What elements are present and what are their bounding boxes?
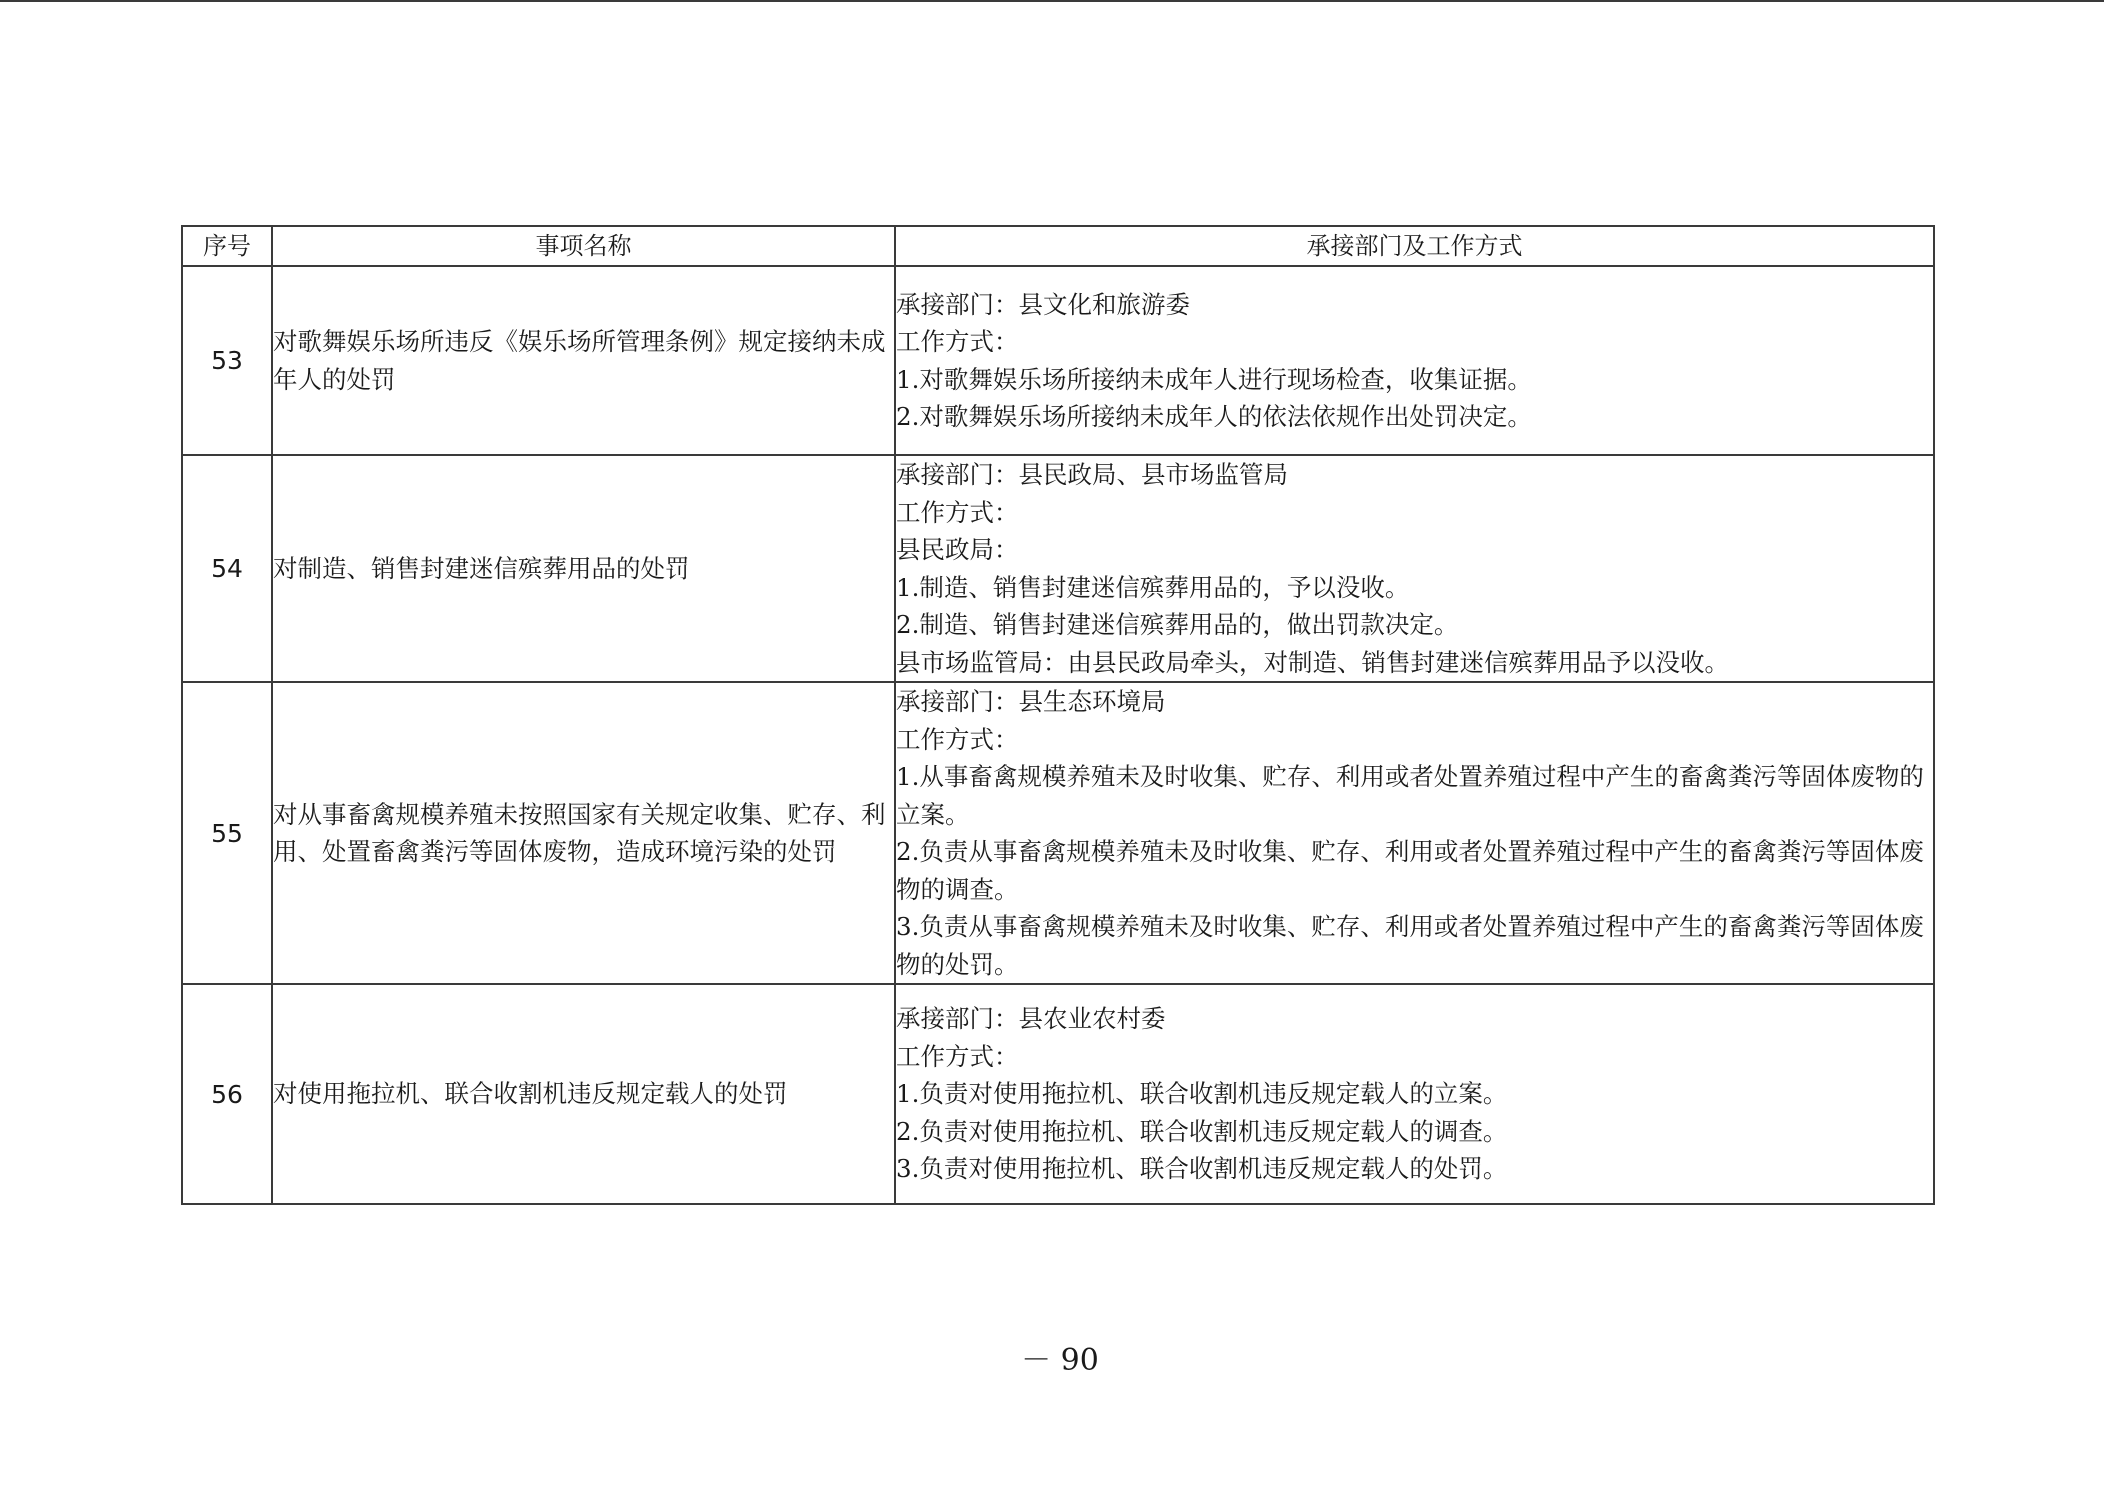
row-number: 56 <box>182 984 272 1204</box>
header-name: 事项名称 <box>272 226 895 266</box>
method-line: 承接部门：县农业农村委 <box>896 1004 1166 1034</box>
method-line: 2.负责从事畜禽规模养殖未及时收集、贮存、利用或者处置养殖过程中产生的畜禽粪污等固体废物的调查。 <box>896 837 1924 904</box>
method-line: 工作方式： <box>896 497 1019 527</box>
method-line: 承接部门：县文化和旅游委 <box>896 289 1190 319</box>
method-line: 2.对歌舞娱乐场所接纳未成年人的依法依规作出处罚决定。 <box>896 402 1532 431</box>
table-row <box>182 266 1934 455</box>
method-line: 1.对歌舞娱乐场所接纳未成年人进行现场检查，收集证据。 <box>896 364 1532 394</box>
department-and-method <box>895 984 1934 1204</box>
row-number: 54 <box>182 455 272 682</box>
matter-name: 对使用拖拉机、联合收割机违反规定载人的处罚 <box>272 984 895 1204</box>
header-method: 承接部门及工作方式 <box>895 226 1934 266</box>
method-line: 工作方式： <box>896 724 1019 754</box>
matters-table <box>181 225 1935 1205</box>
department-and-method <box>895 455 1934 682</box>
table-header-row <box>182 226 1934 266</box>
method-line: 1.制造、销售封建迷信殡葬用品的，予以没收。 <box>896 572 1410 602</box>
method-line: 县民政局： <box>896 535 1019 564</box>
table-row <box>182 682 1934 984</box>
table-row <box>182 455 1934 682</box>
method-line: 县市场监管局：由县民政局牵头，对制造、销售封建迷信殡葬用品予以没收。 <box>896 647 1729 677</box>
top-border-line <box>0 0 2104 2</box>
method-line: 2.制造、销售封建迷信殡葬用品的，做出罚款决定。 <box>896 610 1459 639</box>
department-and-method <box>895 266 1934 455</box>
method-line: 工作方式： <box>896 1041 1019 1071</box>
method-line: 3.负责从事畜禽规模养殖未及时收集、贮存、利用或者处置养殖过程中产生的畜禽粪污等固体废物的处罚。 <box>896 912 1924 979</box>
matter-name: 对从事畜禽规模养殖未按照国家有关规定收集、贮存、利用、处置畜禽粪污等固体废物，造成环境污染的处罚 <box>272 682 895 984</box>
header-num: 序号 <box>182 226 272 266</box>
table-row <box>182 984 1934 1204</box>
department-and-method <box>895 682 1934 984</box>
method-line: 工作方式： <box>896 327 1019 356</box>
method-line: 1.负责对使用拖拉机、联合收割机违反规定载人的立案。 <box>896 1079 1508 1109</box>
method-line: 1.从事畜禽规模养殖未及时收集、贮存、利用或者处置养殖过程中产生的畜禽粪污等固体废物的立案。 <box>896 762 1924 829</box>
matter-name: 对制造、销售封建迷信殡葬用品的处罚 <box>272 455 895 682</box>
page-number: － 90 <box>1021 1343 1099 1378</box>
method-line: 2.负责对使用拖拉机、联合收割机违反规定载人的调查。 <box>896 1116 1508 1146</box>
method-line: 承接部门：县生态环境局 <box>896 687 1166 716</box>
method-line: 承接部门：县民政局、县市场监管局 <box>896 460 1288 489</box>
row-number: 55 <box>182 682 272 984</box>
row-number: 53 <box>182 266 272 455</box>
method-line: 3.负责对使用拖拉机、联合收割机违反规定载人的处罚。 <box>896 1154 1508 1184</box>
matter-name: 对歌舞娱乐场所违反《娱乐场所管理条例》规定接纳未成年人的处罚 <box>272 266 895 455</box>
